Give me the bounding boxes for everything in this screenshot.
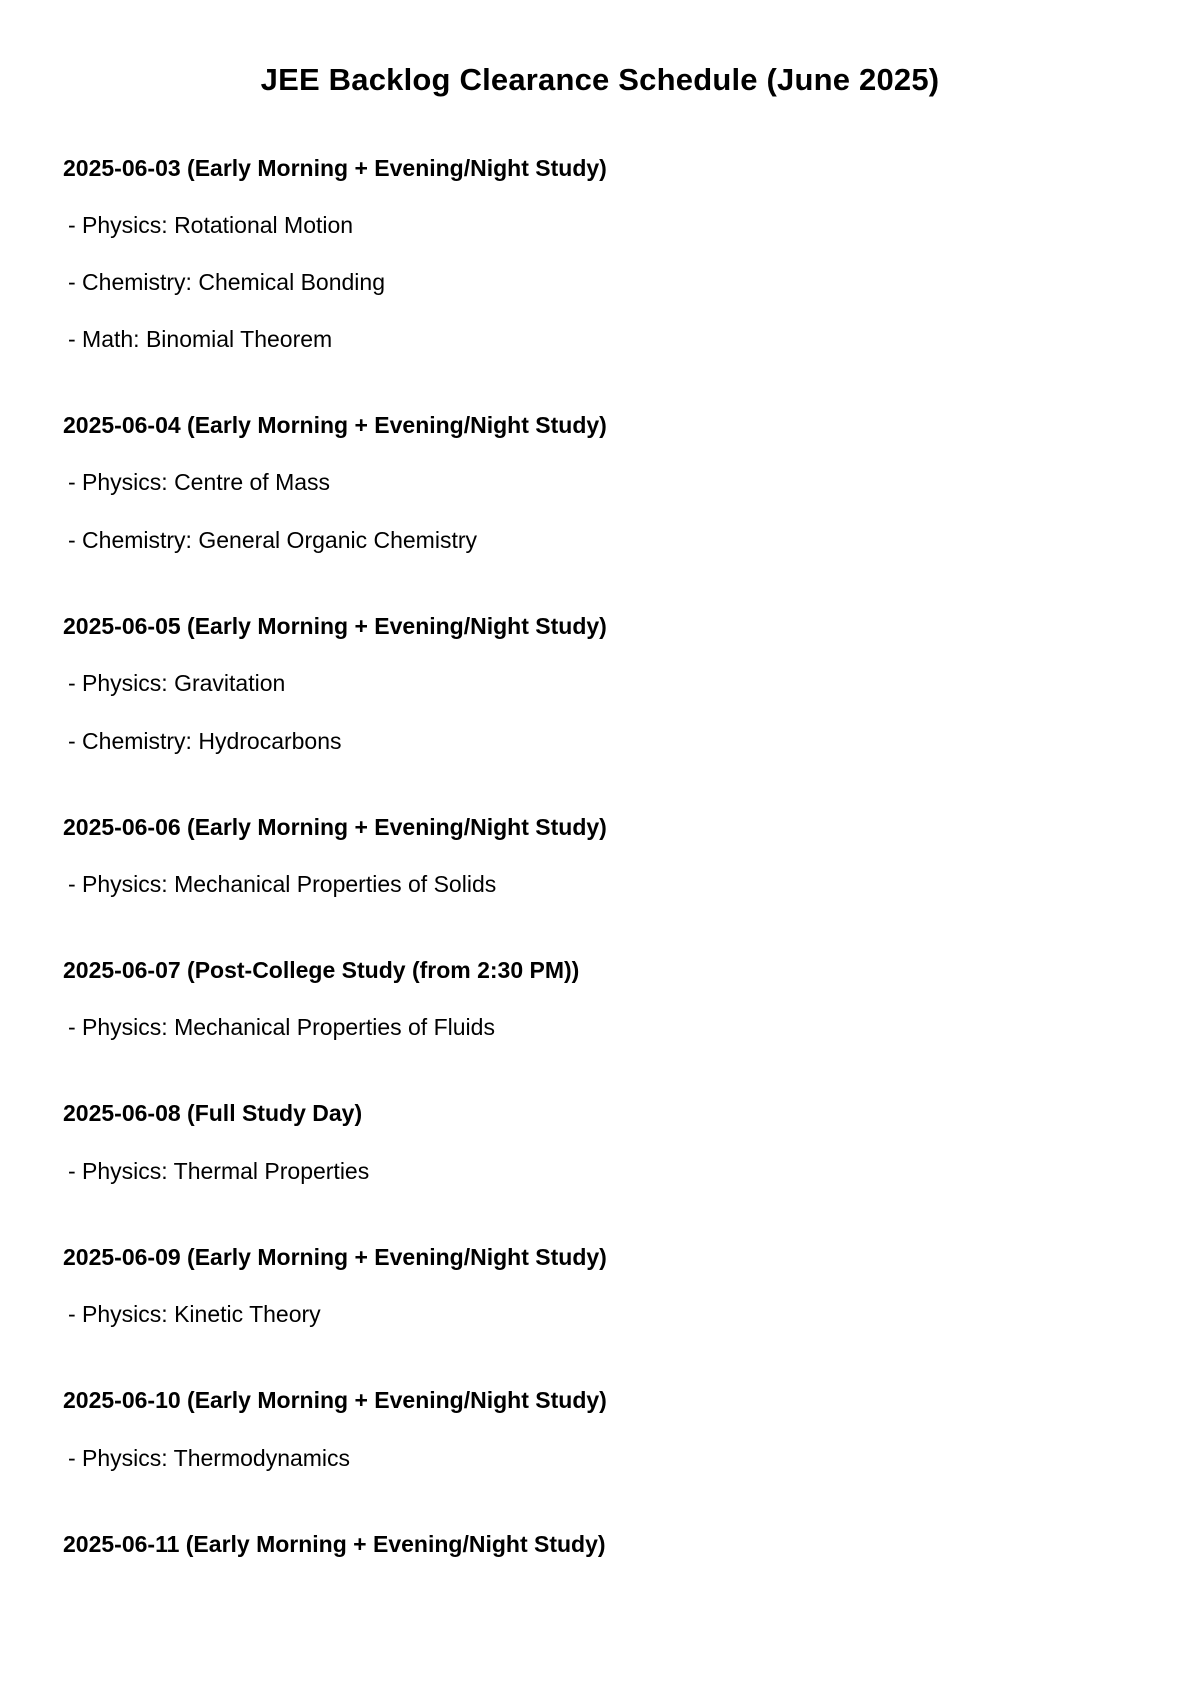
task-item: - Chemistry: General Organic Chemistry — [68, 527, 477, 553]
day-heading-2025-06-09: 2025-06-09 (Early Morning + Evening/Night Study) — [63, 1244, 607, 1270]
task-item: - Physics: Gravitation — [68, 670, 286, 696]
task-item: - Physics: Kinetic Theory — [68, 1301, 321, 1327]
day-heading-2025-06-05: 2025-06-05 (Early Morning + Evening/Night Study) — [63, 613, 607, 639]
task-item: - Physics: Mechanical Properties of Fluids — [68, 1014, 495, 1040]
day-heading-2025-06-10: 2025-06-10 (Early Morning + Evening/Night Study) — [63, 1387, 607, 1413]
task-item: - Chemistry: Hydrocarbons — [68, 728, 342, 754]
task-item: - Physics: Rotational Motion — [68, 212, 354, 238]
day-heading-2025-06-06: 2025-06-06 (Early Morning + Evening/Night Study) — [63, 814, 607, 840]
task-item: - Physics: Centre of Mass — [68, 469, 331, 495]
day-heading-2025-06-04: 2025-06-04 (Early Morning + Evening/Night Study) — [63, 412, 607, 438]
task-item: - Physics: Thermal Properties — [68, 1158, 370, 1184]
day-heading-2025-06-08: 2025-06-08 (Full Study Day) — [63, 1100, 363, 1126]
task-item: - Physics: Mechanical Properties of Solids — [68, 871, 497, 897]
task-item: - Math: Binomial Theorem — [68, 326, 333, 352]
page-title: JEE Backlog Clearance Schedule (June 2025) — [260, 62, 940, 97]
day-heading-2025-06-07: 2025-06-07 (Post-College Study (from 2:30 PM)) — [63, 957, 580, 983]
day-heading-2025-06-03: 2025-06-03 (Early Morning + Evening/Night Study) — [63, 155, 607, 181]
task-item: - Physics: Thermodynamics — [68, 1445, 351, 1471]
day-heading-2025-06-11: 2025-06-11 (Early Morning + Evening/Night Study) — [63, 1531, 606, 1557]
task-item: - Chemistry: Chemical Bonding — [68, 269, 386, 295]
